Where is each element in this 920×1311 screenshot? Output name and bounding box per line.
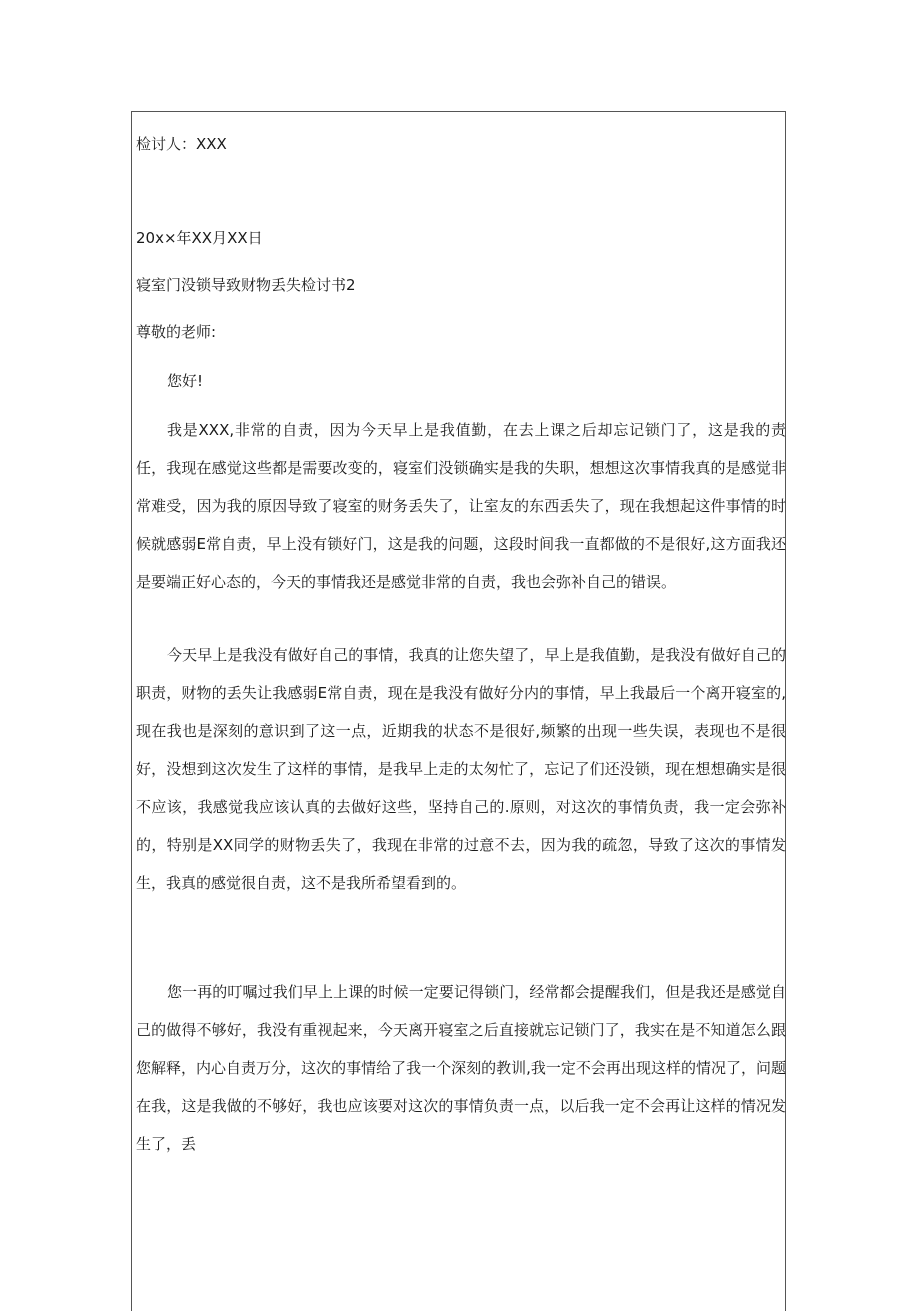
- document-title: 寝室门没锁导致财物丢失检讨书2: [136, 276, 356, 294]
- paragraph-3: 您一再的叮嘱过我们早上上课的时候一定要记得锁门，经常都会提醒我们，但是我还是感觉自己的做得不够好，我没有重视起来，今天离开寝室之后直接就忘记锁门了，我实在是不知道怎么跟您解释，内心自责万分，这次的事情给了我一个深刻的教训,我一定不会再出现这样的情况了，问题在我，这是我做的不够好，我也应该要对这次的事情负责一点，以后我一定不会再让这样的情况发生了，丢: [136, 983, 786, 1153]
- date-line: 20x×年XX月XX日: [136, 229, 263, 247]
- greeting: 您好!: [167, 372, 204, 390]
- salutation: 尊敬的老师:: [136, 323, 217, 341]
- paragraph-2: 今天早上是我没有做好自己的事情，我真的让您失望了，早上是我值勤，是我没有做好自己的职责，财物的丢失让我感弱E常自责，现在是我没有做好分内的事情，早上我最后一个离开寝室的,现在我也是深刻的意识到了这一点，近期我的状态不是很好,频繁的出现一些失误，表现也不是很好，没想到这次发生了这样的事情，是我早上走的太匆忙了，忘记了们还没锁，现在想想确实是很不应该，我感觉我应该认真的去做好这些，坚持自己的.原则，对这次的事情负责，我一定会弥补的，特别是XX同学的财物丢失了，我现在非常的过意不去，因为我的疏忽，导致了这次的事情发生，我真的感觉很自责，这不是我所希望看到的。: [136, 646, 786, 892]
- reviewer-line: 检讨人：XXX: [136, 135, 227, 153]
- paragraph-1: 我是XXX,非常的自责，因为今天早上是我值勤，在去上课之后却忘记锁门了，这是我的责任，我现在感觉这些都是需要改变的，寝室们没锁确实是我的失职，想想这次事情我真的是感觉非常难受，因为我的原因导致了寝室的财务丢失了，让室友的东西丢失了，现在我想起这件事情的时候就感弱E常自责，早上没有锁好门，这是我的问题，这段时间我一直都做的不是很好,这方面我还是要端正好心态的，今天的事情我还是感觉非常的自责，我也会弥补自己的错误。: [136, 421, 786, 591]
